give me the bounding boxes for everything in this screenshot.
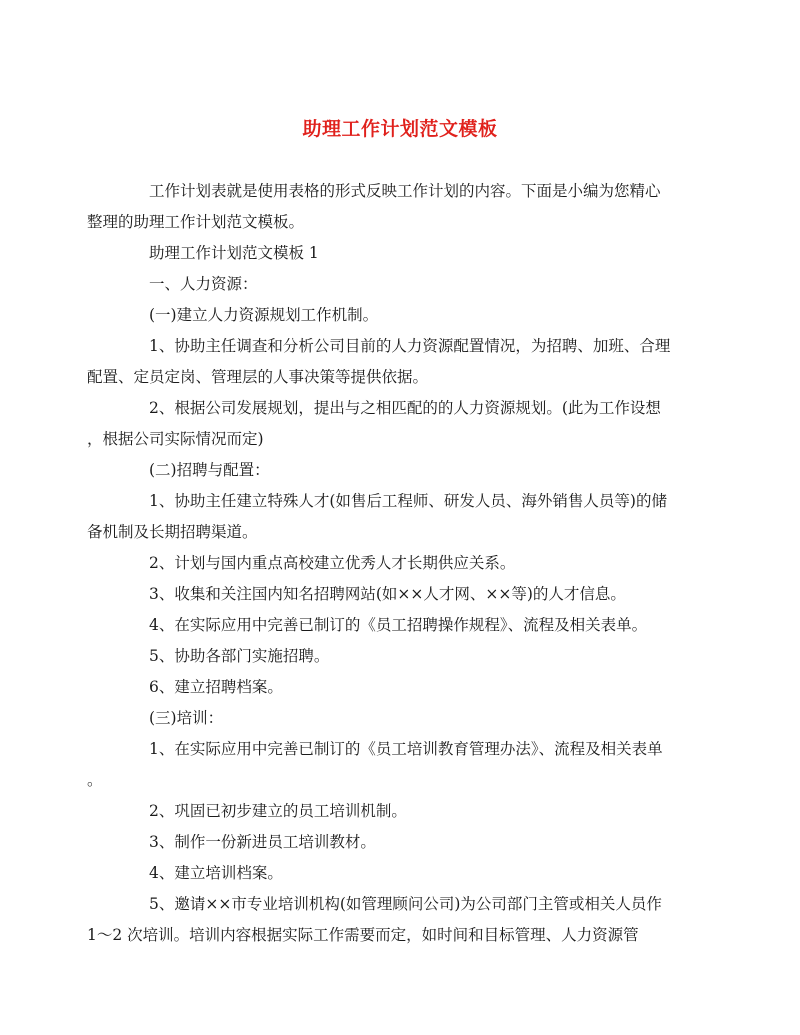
- list-item: [118, 641, 683, 672]
- paragraph-line: 5、邀请××市专业培训机构(如管理顾问公司)为公司部门主管或相关人员作: [149, 895, 662, 913]
- list-item: [118, 548, 683, 579]
- paragraph-line: 4、在实际应用中完善已制订的《员工招聘操作规程》、流程及相关表单。: [149, 616, 648, 634]
- paragraph-line: 2、根据公司发展规划，提出与之相匹配的的人力资源规划。(此为工作设想: [149, 399, 661, 417]
- list-item: [118, 610, 683, 641]
- paragraph-line: 配置、定员定岗、管理层的人事决策等提供依据。: [87, 368, 429, 386]
- subsection-heading: [118, 703, 683, 734]
- list-item: [118, 579, 683, 610]
- section-heading: [118, 269, 683, 300]
- subsection-heading: [118, 455, 683, 486]
- paragraph-line: 整理的助理工作计划范文模板。: [87, 213, 305, 231]
- list-item: [87, 393, 683, 455]
- document-body: [87, 176, 683, 951]
- paragraph-line: ，根据公司实际情况而定): [87, 430, 264, 448]
- paragraph-line: 3、收集和关注国内知名招聘网站(如××人才网、××等)的人才信息。: [149, 585, 626, 603]
- paragraph-line: 备机制及长期招聘渠道。: [87, 523, 258, 541]
- document-title: 助理工作计划范文模板: [302, 118, 498, 140]
- paragraph-line: 5、协助各部门实施招聘。: [149, 647, 330, 665]
- paragraph-line: 1、在实际应用中完善已制订的《员工培训教育管理办法》、流程及相关表单: [149, 740, 663, 758]
- list-item: [118, 672, 683, 703]
- list-item: [118, 858, 683, 889]
- paragraph-line: (一)建立人力资源规划工作机制。: [149, 306, 379, 324]
- subsection-heading: [118, 300, 683, 331]
- paragraph-line: 1、协助主任调查和分析公司目前的人力资源配置情况，为招聘、加班、合理: [149, 337, 671, 355]
- list-item: [87, 889, 683, 951]
- list-item: [87, 486, 683, 548]
- paragraph-line: 1、协助主任建立特殊人才(如售后工程师、研发人员、海外销售人员等)的储: [149, 492, 667, 510]
- paragraph-line: 助理工作计划范文模板 1: [149, 244, 319, 262]
- paragraph-line: 一、人力资源：: [149, 275, 258, 293]
- paragraph-line: 3、制作一份新进员工培训教材。: [149, 833, 376, 851]
- list-item: [87, 331, 683, 393]
- paragraph-line: 6、建立招聘档案。: [149, 678, 283, 696]
- section-heading: [118, 238, 683, 269]
- paragraph-line: 。: [87, 771, 103, 789]
- list-item: [87, 734, 683, 796]
- list-item: [118, 796, 683, 827]
- paragraph-line: 工作计划表就是使用表格的形式反映工作计划的内容。下面是小编为您精心: [149, 182, 661, 200]
- paragraph-line: 2、巩固已初步建立的员工培训机制。: [149, 802, 407, 820]
- list-item: [118, 827, 683, 858]
- paragraph-intro: [87, 176, 683, 238]
- paragraph-line: 1～2 次培训。培训内容根据实际工作需要而定，如时间和目标管理、人力资源管: [87, 926, 639, 944]
- paragraph-line: (二)招聘与配置：: [149, 461, 270, 479]
- paragraph-line: 4、建立培训档案。: [149, 864, 283, 882]
- paragraph-line: 2、计划与国内重点高校建立优秀人才长期供应关系。: [149, 554, 516, 572]
- paragraph-line: (三)培训：: [149, 709, 224, 727]
